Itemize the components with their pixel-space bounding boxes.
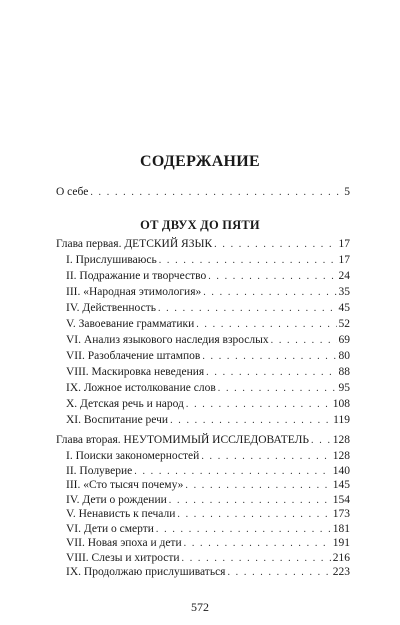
toc-section-page: 223 <box>332 566 350 578</box>
toc-section-page: 154 <box>332 493 350 506</box>
dot-leader <box>311 435 331 446</box>
toc-section-page: 95 <box>338 382 350 394</box>
toc-section <box>66 537 350 552</box>
toc-chapter-2 <box>56 434 350 449</box>
toc-section-label: V. Завоевание грамматики <box>66 318 195 330</box>
toc-section-label: X. Детская речь и народ <box>66 398 184 410</box>
toc-section-label: III. «Народная этимология» <box>66 286 202 298</box>
toc-section-page: 45 <box>338 302 350 314</box>
toc-section-label: IX. Ложное истолкование слов <box>66 382 216 394</box>
toc-section-page: 35 <box>338 286 350 298</box>
dot-leader <box>185 480 330 491</box>
toc-section <box>66 479 350 494</box>
toc-section-page: 69 <box>338 334 350 346</box>
toc-section-label: II. Подражание и творчество <box>66 270 207 282</box>
dot-leader <box>158 303 337 314</box>
toc-section <box>66 450 350 465</box>
dot-leader <box>169 495 331 506</box>
dot-leader <box>214 239 336 250</box>
toc-entry-page: 5 <box>344 186 350 198</box>
dot-leader <box>203 287 336 298</box>
toc-section <box>66 254 350 269</box>
toc-section <box>66 350 350 365</box>
toc-section-page: 108 <box>332 398 350 410</box>
toc-section <box>66 523 350 538</box>
toc-section-label: VI. Анализ языкового наследия взрослых <box>66 334 269 346</box>
dot-leader <box>90 187 342 198</box>
toc-chapter-page: 128 <box>332 434 350 446</box>
dot-leader <box>206 367 336 378</box>
toc-section-label: VI. Дети о смерти <box>66 522 154 535</box>
toc-entry-intro <box>56 186 350 201</box>
toc-section-label: IV. Действенность <box>66 302 156 314</box>
dot-leader <box>177 509 330 520</box>
toc-chapter-1 <box>56 238 350 253</box>
toc-chapter-label: Глава вторая. НЕУТОМИМЫЙ ИССЛЕДОВАТЕЛЬ <box>56 434 310 446</box>
toc-section <box>66 566 350 581</box>
toc-section-label: VII. Новая эпоха и дети <box>66 537 182 549</box>
toc-section <box>66 366 350 381</box>
toc-section <box>66 414 350 429</box>
toc-section-page: 181 <box>332 522 350 535</box>
toc-section-label: I. Поиски закономерностей <box>66 450 200 462</box>
toc-section <box>66 318 350 333</box>
toc-section <box>66 552 350 567</box>
toc-section-page: 119 <box>333 414 350 426</box>
dot-leader <box>184 538 331 549</box>
toc-section-label: IX. Продолжаю прислушиваться <box>66 566 226 578</box>
toc-section <box>66 508 350 523</box>
dot-leader <box>227 567 330 578</box>
dot-leader <box>134 466 330 477</box>
toc-section-page: 80 <box>338 350 350 362</box>
dot-leader <box>159 255 337 266</box>
toc-section-page: 88 <box>338 366 350 378</box>
toc-section-label: II. Полуверие <box>66 464 133 477</box>
dot-leader <box>218 383 337 394</box>
contents-title: СОДЕРЖАНИЕ <box>139 153 261 170</box>
toc-section-page: 24 <box>338 270 350 282</box>
toc-section-label: I. Прислушиваюсь <box>66 254 157 266</box>
toc-section <box>66 302 350 317</box>
toc-section-label: VIII. Слезы и хитрости <box>66 551 180 564</box>
toc-entry-label: О себе <box>56 186 89 198</box>
toc-section <box>66 398 350 413</box>
dot-leader <box>186 399 331 410</box>
toc-section-page: 191 <box>332 537 350 549</box>
toc-section <box>66 465 350 480</box>
toc-section <box>66 382 350 397</box>
toc-section-page: 17 <box>338 254 350 266</box>
dot-leader <box>156 524 331 535</box>
part-title: ОТ ДВУХ ДО ПЯТИ <box>140 218 260 232</box>
dot-leader <box>201 451 330 462</box>
toc-section-page: 140 <box>332 464 350 477</box>
toc-chapter-label: Глава первая. ДЕТСКИЙ ЯЗЫК <box>56 238 213 250</box>
toc-section-label: VIII. Маскировка неведения <box>66 366 205 378</box>
dot-leader <box>202 351 336 362</box>
toc-section <box>66 334 350 349</box>
toc-section-label: XI. Воспитание речи <box>66 414 169 426</box>
toc-section-page: 173 <box>332 508 350 520</box>
toc-section-label: IV. Дети о рождении <box>66 493 167 506</box>
toc-chapter-page: 17 <box>338 238 350 250</box>
dot-leader <box>208 271 336 282</box>
dot-leader <box>170 415 331 426</box>
toc-section <box>66 286 350 301</box>
toc-section-page: 145 <box>332 479 350 491</box>
toc-section-page: 52 <box>338 318 350 330</box>
toc-section-label: V. Ненависть к печали <box>66 508 176 520</box>
dot-leader <box>182 553 331 564</box>
dot-leader <box>271 335 337 346</box>
toc-section-label: VII. Разоблачение штампов <box>66 350 201 362</box>
toc-section <box>66 270 350 285</box>
dot-leader <box>196 319 336 330</box>
toc-section-page: 128 <box>332 450 350 462</box>
page-number: 572 <box>191 600 209 614</box>
toc-section <box>66 494 350 509</box>
toc-section-label: III. «Сто тысяч почему» <box>66 479 184 491</box>
toc-section-page: 216 <box>332 551 350 564</box>
